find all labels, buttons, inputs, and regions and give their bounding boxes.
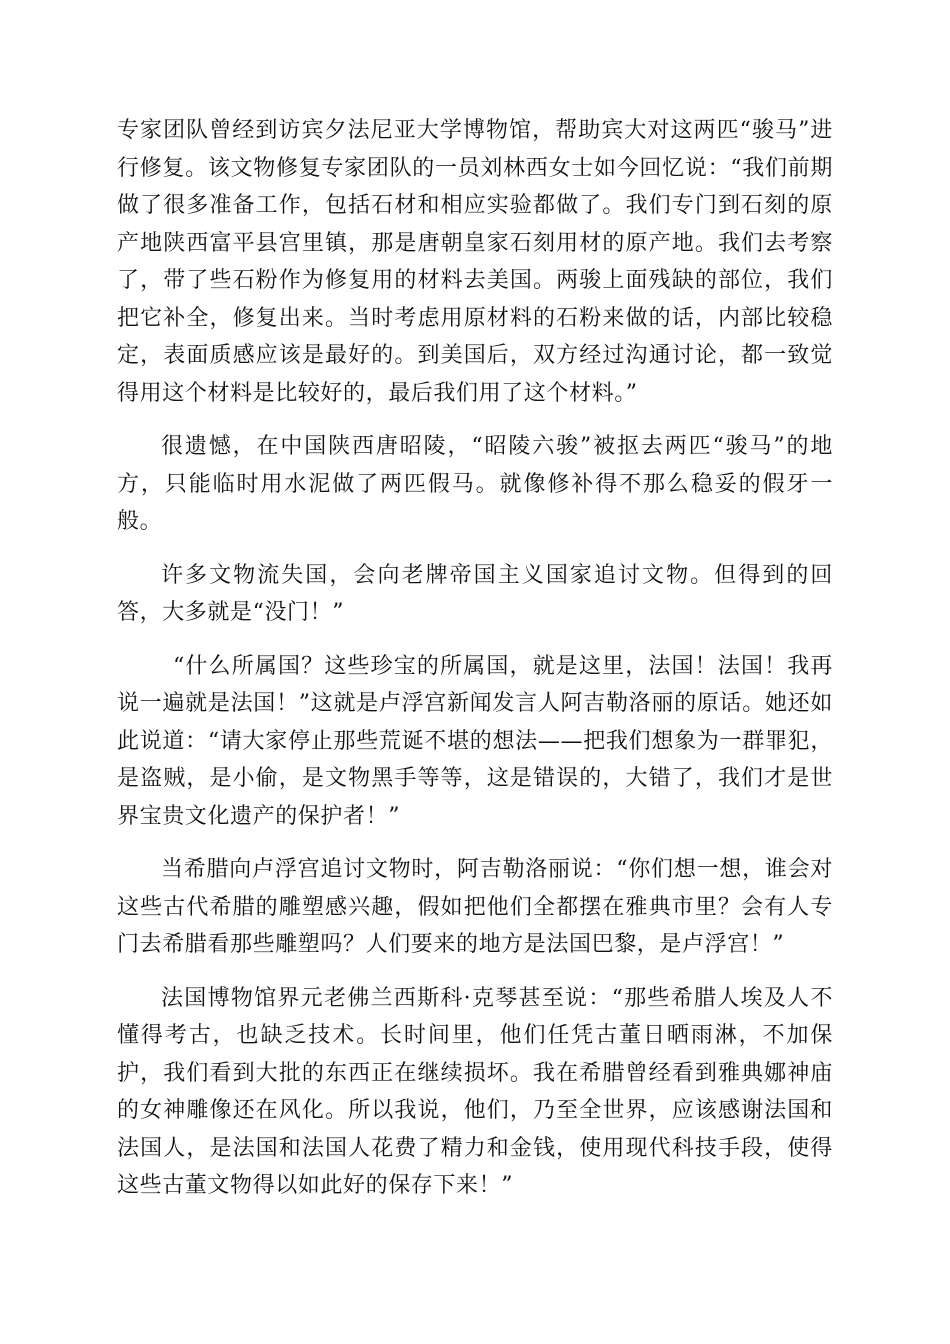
paragraph-1: 专家团队曾经到访宾夕法尼亚大学博物馆，帮助宾大对这两匹“骏马”进行修复。该文物修复专家团队的一员刘林西女士如今回忆说：“我们前期做了很多准备工作，包括石材和相应实验都做了。我们专门到石刻的原产地陕西富平县宫里镇，那是唐朝皇家石刻用材的原产地。我们去考察了，带了些石粉作为修复用的材料去美国。两骏上面残缺的部位，我们把它补全，修复出来。当时考虑用原材料的石粉来做的话，内部比较稳定，表面质感应该是最好的。到美国后，双方经过沟通讨论，都一致觉得用这个材料是比较好的，最后我们用了这个材料。” [117,118,833,406]
paragraph-gap [117,964,833,980]
paragraph-gap [117,541,833,557]
paragraph-gap [117,412,833,428]
paragraph-gap [117,632,833,648]
paragraph-4: “什么所属国？这些珍宝的所属国，就是这里，法国！法国！我再说一遍就是法国！”这就是卢浮宫新闻发言人阿吉勒洛丽的原话。她还如此说道：“请大家停止那些荒诞不堪的想法——把我们想象为一群罪犯，是盗贼，是小偷，是文物黑手等等，这是错误的，大错了，我们才是世界宝贵文化遗产的保护者！” [117,653,833,829]
paragraph-gap [117,835,833,851]
paragraph-2: 很遗憾，在中国陕西唐昭陵，“昭陵六骏”被抠去两匹“骏马”的地方，只能临时用水泥做了两匹假马。就像修补得不那么稳妥的假牙一般。 [117,434,833,534]
article-body [117,112,833,1205]
paragraph-3: 许多文物流失国，会向老牌帝国主义国家追讨文物。但得到的回答，大多就是“没门！” [117,562,833,625]
paragraph-5: 当希腊向卢浮宫追讨文物时，阿吉勒洛丽说：“你们想一想，谁会对这些古代希腊的雕塑感兴趣，假如把他们全都摆在雅典市里？会有人专门去希腊看那些雕塑吗？人们要来的地方是法国巴黎，是卢浮宫！” [117,857,833,957]
paragraph-6: 法国博物馆界元老佛兰西斯科·克琴甚至说：“那些希腊人埃及人不懂得考古，也缺乏技术。长时间里，他们任凭古董日晒雨淋，不加保护，我们看到大批的东西正在继续损坏。我在希腊曾经看到雅典娜神庙的女神雕像还在风化。所以我说，他们，乃至全世界，应该感谢法国和法国人，是法国和法国人花费了精力和金钱，使用现代科技手段，使得这些古董文物得以如此好的保存下来！” [117,985,833,1198]
